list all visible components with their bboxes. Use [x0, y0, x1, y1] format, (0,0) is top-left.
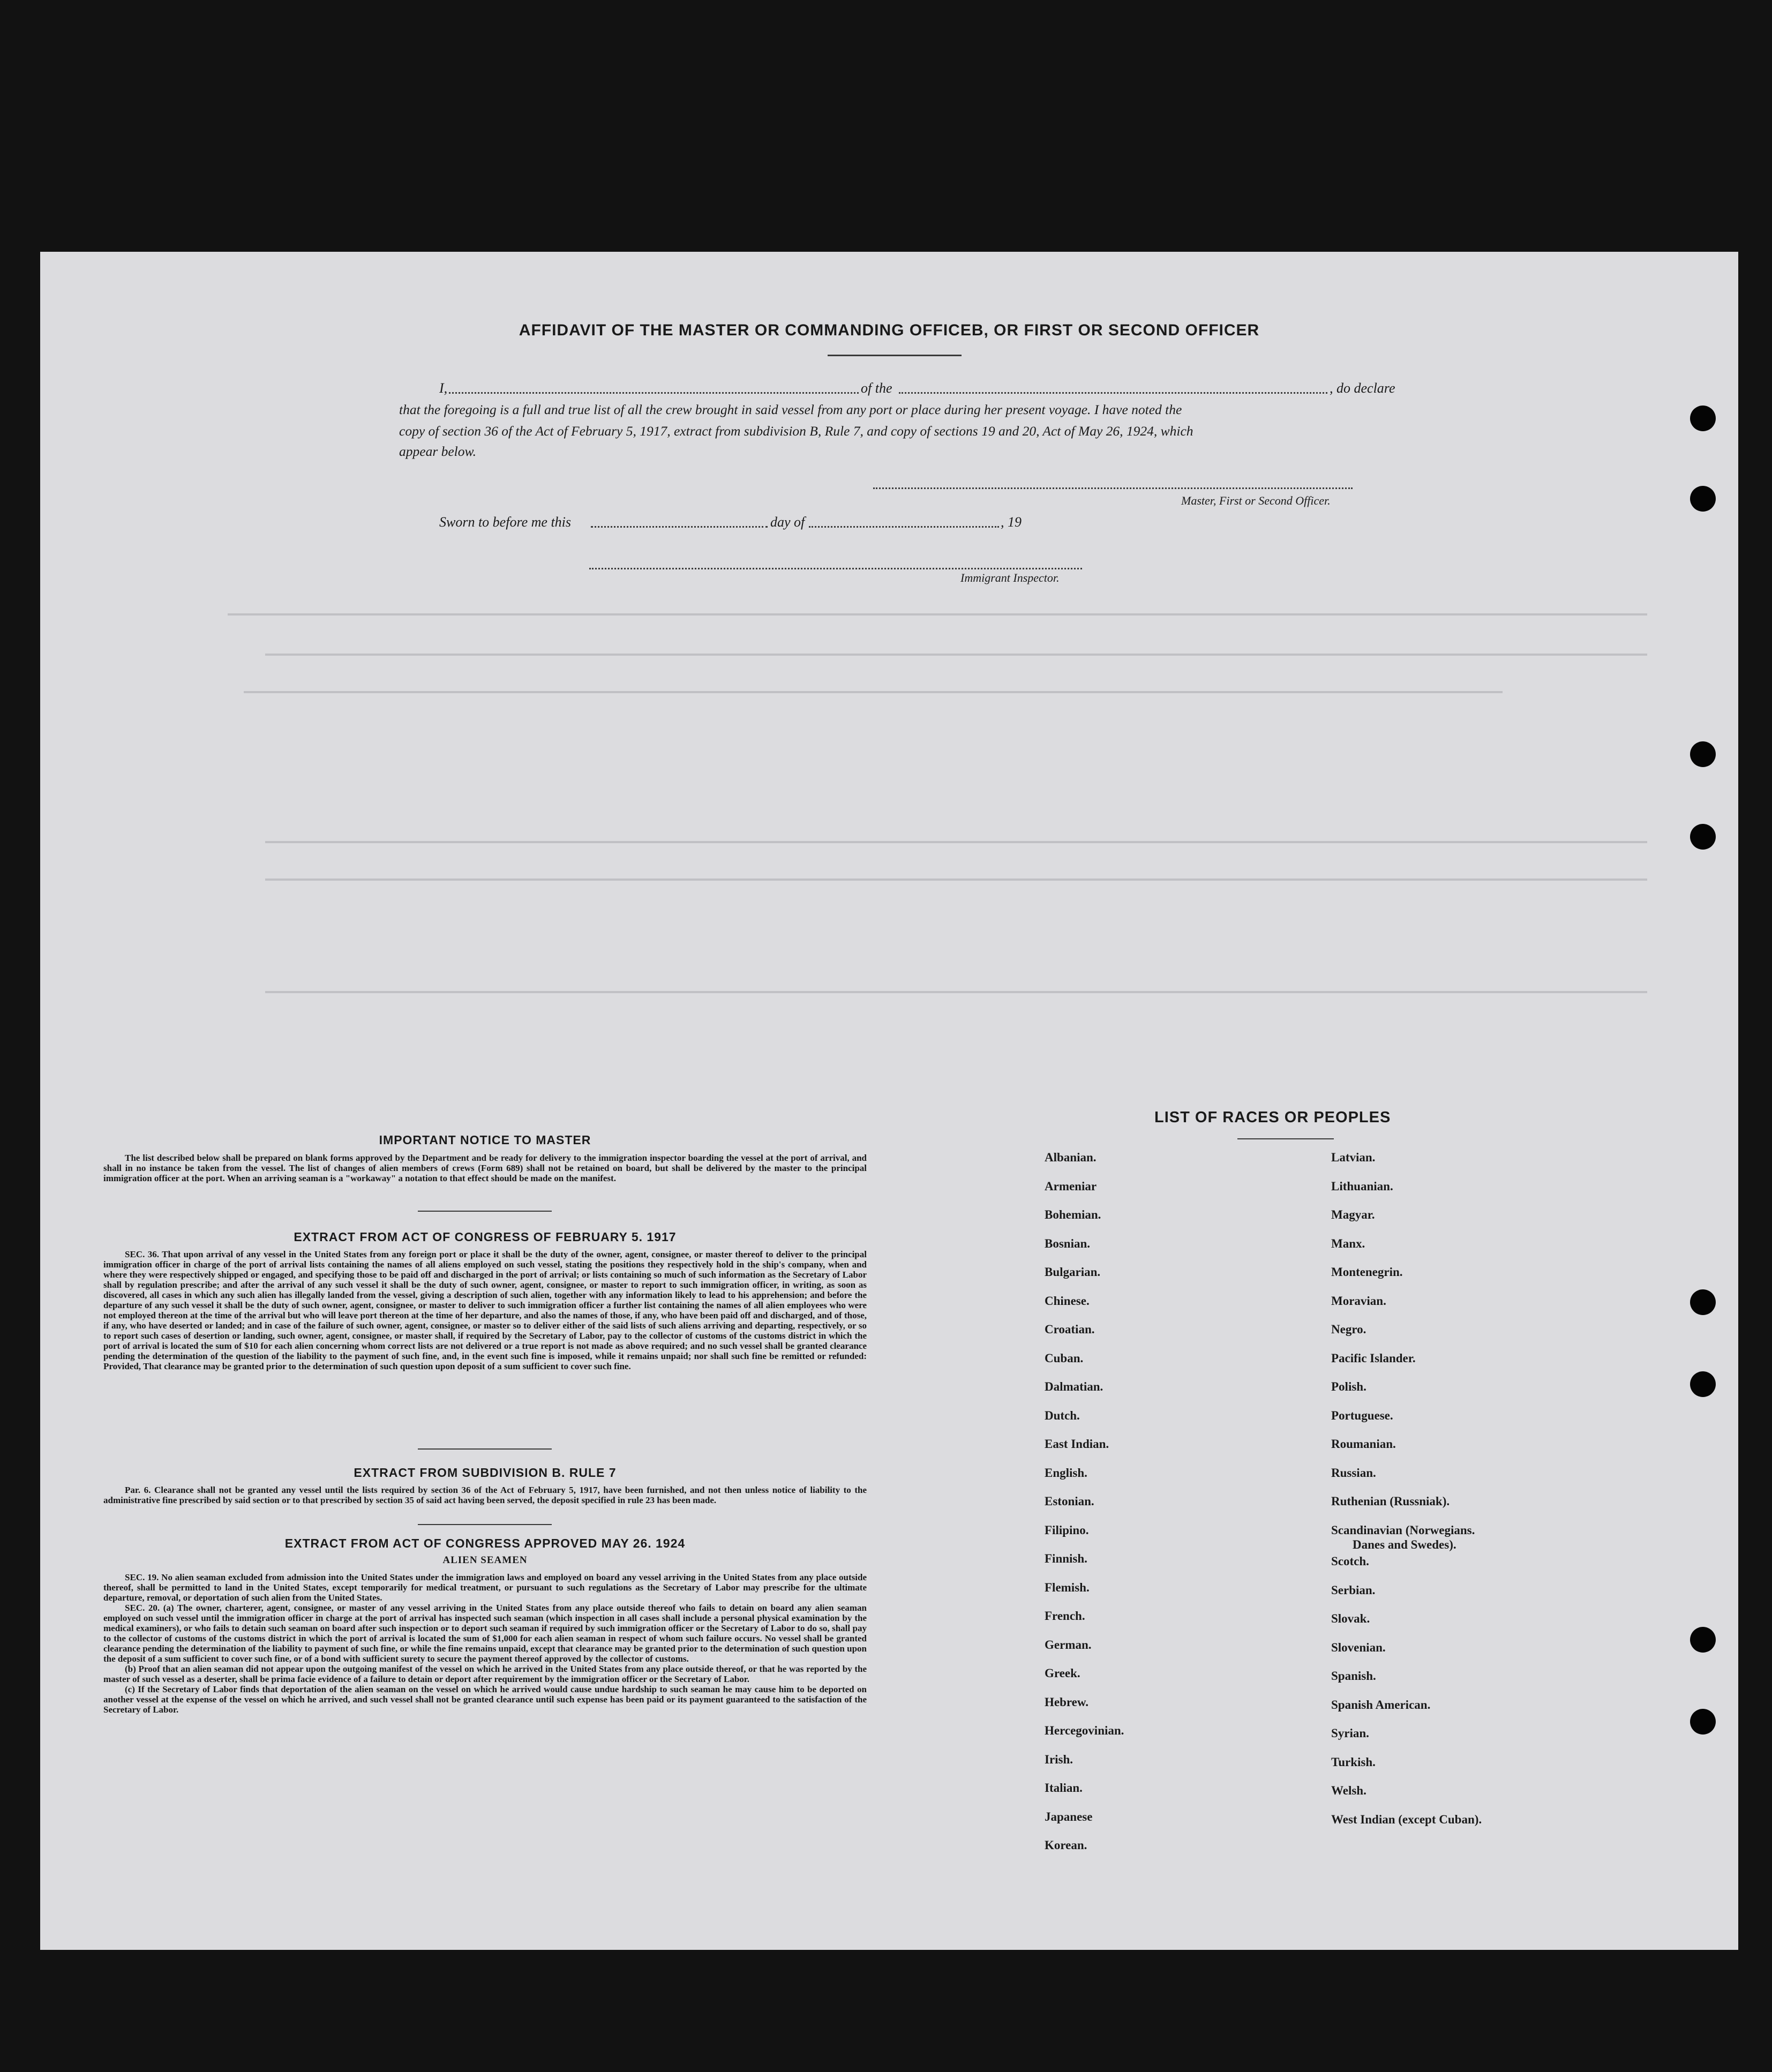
race-item: Hercegovinian.: [1045, 1724, 1124, 1737]
bleed-row: [265, 879, 1647, 881]
race-item: Russian.: [1331, 1466, 1376, 1480]
race-item: Magyar.: [1331, 1208, 1375, 1221]
race-item: Finnish.: [1045, 1552, 1087, 1565]
punch-hole: [1690, 1709, 1716, 1735]
sec36-paragraph: SEC. 36. That upon arrival of any vessel in the United States from any foreign port or place it shall be the duty of the owner, agent, consignee, or master thereof to deliver to the principal immigration officer in charge of the port of arrival lists containing the names of all aliens employed on such vessel, stating the positions they respectively hold in the ship's company, when and where they were respectively shipped or engaged, and specifying those to be paid off and discharged in the port of arrival; or lists containing so much of such information as the Secretary of Labor shall by regulation prescribe; and after the arrival of any such vessel it shall be the duty of such owner, agent, consignee, or master to report to such immigration officer, in writing, as soon as discovered, all cases in which any such alien has illegally landed from the vessel, giving a description of such alien, together with any information likely to lead to his apprehension; and before the departure of any such vessel it shall be the duty of such owner, agent, consignee, or master to deliver to such immigration officer a further list containing the names of all alien employees who were not employed thereon at the time of the arrival but who will leave port thereon at the time of her departure, and also the names of those, if any, who have been paid off and discharged, and of those, if any, who have deserted or landed; and in case of the failure of such owner, agent, consignee, or master so to deliver either of the said lists of such aliens arriving and departing, respectively, or so to report such cases of desertion or landing, such owner, agent, consignee, or master shall, if required by the Secretary of Labor, pay to the collector of customs of the customs district in which the port of arrival is located the sum of $10 for each alien concerning whom correct lists are not delivered or a true report is not made as above required; and no such vessel shall be granted clearance pending the determination of the question of the liability to the payment of such fine, and, in the event such fine is imposed, while it remains unpaid; nor shall such fine be remitted or refunded: Provided, That clearance may be granted prior to the determination of such question upon deposit of a sum sufficient to cover such fine.: [103, 1249, 867, 1371]
race-item: Welsh.: [1331, 1784, 1366, 1797]
vessel-blank[interactable]: [899, 392, 1327, 394]
notice-paragraph: The list described below shall be prepared on blank forms approved by the Department and be ready for delivery to the immigration inspector boarding the vessel at the port of arrival, and shall in no instance be taken from the vessel. The list of changes of alien members of crews (Form 689) shall not be retained on board, but shall be delivered by the master to the principal immigration officer at the port. When an arriving seaman is a "workaway" a notation to that effect should be made on the manifest.: [103, 1153, 867, 1183]
race-item: Greek.: [1045, 1666, 1080, 1680]
year-text: , 19: [1001, 514, 1022, 530]
race-item: Latvian.: [1331, 1151, 1376, 1164]
race-item: East Indian.: [1045, 1437, 1109, 1451]
extract-1917-title: EXTRACT FROM ACT OF CONGRESS OF FEBRUARY 5. 1917: [294, 1230, 677, 1244]
race-item: Scandinavian (Norwegians.: [1331, 1523, 1475, 1537]
race-item: Irish.: [1045, 1752, 1073, 1766]
race-item: Serbian.: [1331, 1583, 1376, 1597]
name-blank[interactable]: [449, 392, 859, 394]
race-item: Polish.: [1331, 1380, 1366, 1393]
race-item: West Indian (except Cuban).: [1331, 1812, 1482, 1826]
punch-hole: [1690, 1627, 1716, 1653]
rule7-text: [103, 1485, 867, 1505]
race-item: Pacific Islander.: [1331, 1351, 1416, 1365]
sworn-month-blank[interactable]: [809, 526, 999, 528]
sworn-day-blank[interactable]: [591, 526, 768, 528]
race-item: Cuban.: [1045, 1351, 1084, 1365]
bleed-row: [265, 991, 1647, 993]
race-item: Hebrew.: [1045, 1695, 1088, 1709]
punch-hole: [1690, 824, 1716, 850]
races-underline: [1237, 1138, 1334, 1139]
sworn-line: [439, 514, 1082, 534]
punch-hole: [1690, 486, 1716, 512]
race-item: Scotch.: [1331, 1555, 1369, 1568]
notice-text: [103, 1153, 867, 1183]
race-item: Croatian.: [1045, 1323, 1095, 1336]
master-signature-line[interactable]: [873, 487, 1353, 489]
races-left-column: [1045, 1151, 1270, 1852]
punch-hole: [1690, 1289, 1716, 1315]
race-item: French.: [1045, 1609, 1085, 1623]
document-sheet: [40, 252, 1738, 1950]
rule7-title: EXTRACT FROM SUBDIVISION B. RULE 7: [354, 1466, 617, 1480]
divider: [418, 1448, 552, 1450]
race-item: Chinese.: [1045, 1294, 1090, 1308]
race-item: Roumanian.: [1331, 1437, 1396, 1451]
day-of-text: day of: [770, 514, 805, 530]
sec20c-paragraph: (c) If the Secretary of Labor finds that deportation of the alien seaman on the vessel on which he arrived would cause undue hardship to such seaman he may cause him to be deported on another vessel at the expense of the vessel on which he arrived, and such vessel shall not be granted clearance until such expense has been paid or its payment guaranteed to the satisfaction of the Secretary of Labor.: [103, 1684, 867, 1715]
rule7-paragraph: Par. 6. Clearance shall not be granted any vessel until the lists required by section 36 of the Act of February 5, 1917, have been furnished, and not then unless notice of liability to the administrative fine prescribed by said section or to that prescribed by section 35 of said act having been served, the deposit specified in rule 23 has been made.: [103, 1485, 867, 1505]
divider: [418, 1211, 552, 1212]
affidavit-line2: that the foregoing is a full and true list of all the crew brought in said vessel from any port or place during her present voyage. I have noted the: [399, 402, 1182, 417]
race-item: Slovak.: [1331, 1612, 1370, 1625]
race-item: Estonian.: [1045, 1495, 1094, 1508]
race-item: German.: [1045, 1638, 1092, 1651]
race-item: Dutch.: [1045, 1408, 1080, 1422]
race-item: Korean.: [1045, 1838, 1087, 1852]
line1-declare: , do declare: [1330, 380, 1395, 396]
race-item: Negro.: [1331, 1323, 1366, 1336]
race-item: Lithuanian.: [1331, 1179, 1393, 1193]
divider: [418, 1524, 552, 1525]
punch-hole: [1690, 406, 1716, 431]
race-item: Spanish American.: [1331, 1698, 1431, 1711]
affidavit-title: AFFIDAVIT OF THE MASTER OR COMMANDING OFFICEB, OR FIRST OR SECOND OFFICER: [519, 321, 1260, 339]
race-item: Bosnian.: [1045, 1236, 1091, 1250]
race-item: Japanese: [1045, 1810, 1093, 1823]
title-underline: [828, 355, 962, 356]
notice-title: IMPORTANT NOTICE TO MASTER: [379, 1133, 591, 1147]
punch-hole: [1690, 741, 1716, 767]
race-item: Bohemian.: [1045, 1208, 1101, 1221]
bleed-row: [265, 841, 1647, 843]
affidavit-line4: appear below.: [399, 444, 477, 459]
race-item: Italian.: [1045, 1781, 1083, 1795]
race-item: Armeniar: [1045, 1179, 1097, 1193]
races-right-column: [1331, 1151, 1631, 1847]
line1-of: of the: [861, 380, 892, 396]
bleed-row: [228, 613, 1647, 615]
extract-1924-text: [103, 1572, 867, 1715]
race-item: Turkish.: [1331, 1755, 1376, 1769]
race-item: Spanish.: [1331, 1669, 1376, 1683]
affidavit-line1: [439, 380, 1425, 400]
affidavit-line3: copy of section 36 of the Act of February 5, 1917, extract from subdivision B, Rule 7, and copy of sections 19 and 20, Act of May 26, 1924, which: [399, 423, 1193, 439]
master-label: Master, First or Second Officer.: [1181, 494, 1331, 507]
race-item: Ruthenian (Russniak).: [1331, 1495, 1450, 1508]
race-item-continuation: Danes and Swedes).: [1353, 1537, 1456, 1551]
bleed-row: [265, 654, 1647, 656]
line1-i: I,: [439, 380, 448, 396]
race-item: Bulgarian.: [1045, 1265, 1101, 1279]
race-item: Moravian.: [1331, 1294, 1386, 1308]
race-item: Slovenian.: [1331, 1640, 1386, 1654]
extract-1917-text: [103, 1249, 867, 1371]
extract-1924-title: EXTRACT FROM ACT OF CONGRESS APPROVED MAY 26. 1924: [284, 1536, 686, 1550]
alien-seamen-subtitle: ALIEN SEAMEN: [442, 1555, 528, 1566]
bleed-row: [244, 691, 1503, 693]
sec20a-paragraph: SEC. 20. (a) The owner, charterer, agent, consignee, or master of any vessel arriving in the United States from any place outside thereof who fails to detain on board any alien seaman employed on such vessel until the immigration officer in charge at the port of arrival has inspected such seaman (which inspection in all cases shall include a personal physical examination by the medical examiners), or who fails to detain such seaman on board after such inspection or to deport such seaman if required by such immigration officer or the Secretary of Labor to do so, shall pay to the collector of customs of the customs district in which the port of arrival is located the sum of $1,000 for each alien seaman in respect of whom such failure occurs. No vessel shall be granted clearance pending the determination of the liability to payment of such fine, or while the fine remains unpaid, except that clearance may be granted prior to the determination of such question upon the deposit of a sum sufficient to cover such fine, or of a bond with sufficient surety to secure the payment thereof approved by the collector of customs.: [103, 1603, 867, 1664]
race-item: Dalmatian.: [1045, 1380, 1103, 1393]
race-item: Portuguese.: [1331, 1408, 1393, 1422]
race-item: Montenegrin.: [1331, 1265, 1403, 1279]
sec20b-paragraph: (b) Proof that an alien seaman did not appear upon the outgoing manifest of the vessel on which he arrived in the United States from any place outside thereof, or that he was reported by the master of such vessel as a deserter, shall be prima facie evidence of a failure to detain or deport after requirement by the immigration officer or the Secretary of Labor.: [103, 1664, 867, 1684]
sworn-text: Sworn to before me this: [439, 514, 572, 530]
punch-hole: [1690, 1371, 1716, 1397]
races-title: LIST OF RACES OR PEOPLES: [1154, 1109, 1391, 1126]
race-item: Albanian.: [1045, 1151, 1097, 1164]
race-item: English.: [1045, 1466, 1087, 1480]
race-item: Manx.: [1331, 1236, 1365, 1250]
sec19-paragraph: SEC. 19. No alien seaman excluded from admission into the United States under the immigration laws and employed on board any vessel arriving in the United States from any place outside thereof, shall be permitted to land in the United States, except temporarily for medical treatment, or pursuant to such regulations as the Secretary of Labor may prescribe for the ultimate departure, removal, or deportation of such alien from the United States.: [103, 1572, 867, 1603]
race-item: Flemish.: [1045, 1580, 1090, 1594]
race-item: Syrian.: [1331, 1726, 1369, 1740]
inspector-signature-line[interactable]: [589, 568, 1082, 569]
inspector-label: Immigrant Inspector.: [960, 571, 1060, 584]
race-item: Filipino.: [1045, 1523, 1089, 1537]
